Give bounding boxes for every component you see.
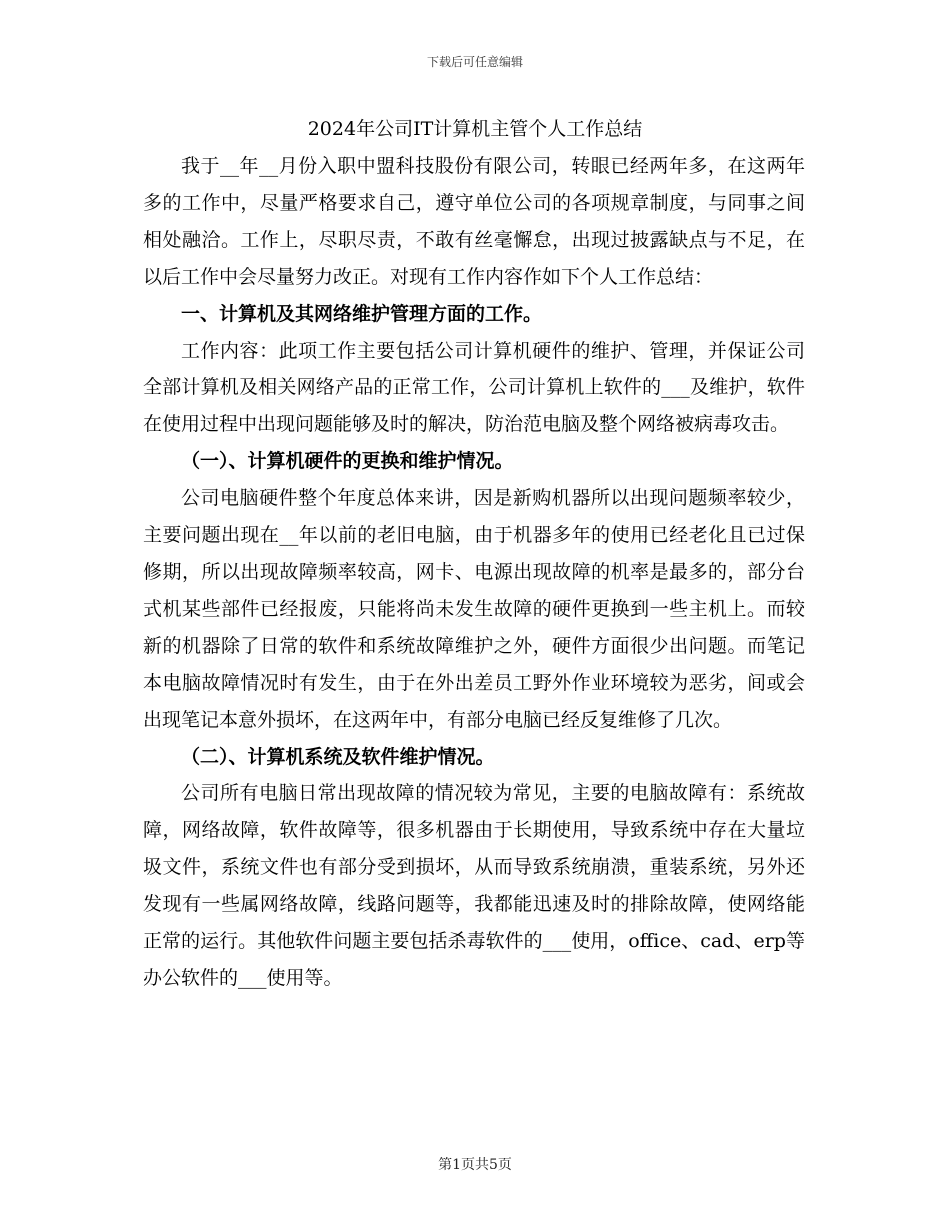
page-footer-number: 第1页共5页 bbox=[438, 1157, 512, 1173]
subsection-heading-2: （二）、计算机系统及软件维护情况。 bbox=[181, 745, 495, 768]
software-paragraph: 公司所有电脑日常出现故障的情况较为常见，主要的电脑故障有：系统故障，网络故障，软件故障等，很多机器由于长期使用，导致系统中存在大量垃圾文件，系统文件也有部分受到损坏，从而导致系统崩溃，重装系统，另外还发现有一些属网络故障，线路问题等，我都能迅速及时的排除故障，使网络能正常的运行。其他软件问题主要包括杀毒软件的___使用，office、cad、erp等办公软件的___使用等。 bbox=[143, 782, 805, 989]
intro-paragraph: 我于__年__月份入职中盟科技股份有限公司，转眼已经两年多，在这两年多的工作中，尽量严格要求自己，遵守单位公司的各项规章制度，与同事之间相处融洽。工作上，尽职尽责，不敢有丝毫懈怠，出现过披露缺点与不足，在以后工作中会尽量努力改正。对现有工作内容作如下个人工作总结： bbox=[143, 155, 805, 288]
section-heading-1: 一、计算机及其网络维护管理方面的工作。 bbox=[181, 302, 543, 325]
subsection-heading-1: （一）、计算机硬件的更换和维护情况。 bbox=[181, 450, 514, 473]
document-body bbox=[143, 148, 805, 997]
document-title: 2024年公司IT计算机主管个人工作总结 bbox=[307, 118, 643, 140]
hardware-paragraph: 公司电脑硬件整个年度总体来讲，因是新购机器所以出现问题频率较少，主要问题出现在__年以前的老旧电脑，由于机器多年的使用已经老化且已过保修期，所以出现故障频率较高，网卡、电源出现故障的机率是最多的，部分台式机某些部件已经报废，只能将尚未发生故障的硬件更换到一些主机上。而较新的机器除了日常的软件和系统故障维护之外，硬件方面很少出问题。而笔记本电脑故障情况时有发生，由于在外出差员工野外作业环境较为恶劣，间或会出现笔记本意外损坏，在这两年中，有部分电脑已经反复维修了几次。 bbox=[143, 487, 805, 731]
work-content-paragraph: 工作内容：此项工作主要包括公司计算机硬件的维护、管理，并保证公司全部计算机及相关网络产品的正常工作，公司计算机上软件的___及维护，软件在使用过程中出现问题能够及时的解决，防治范电脑及整个网络被病毒攻击。 bbox=[143, 339, 805, 436]
page-header-note: 下载后可任意编辑 bbox=[426, 55, 523, 69]
